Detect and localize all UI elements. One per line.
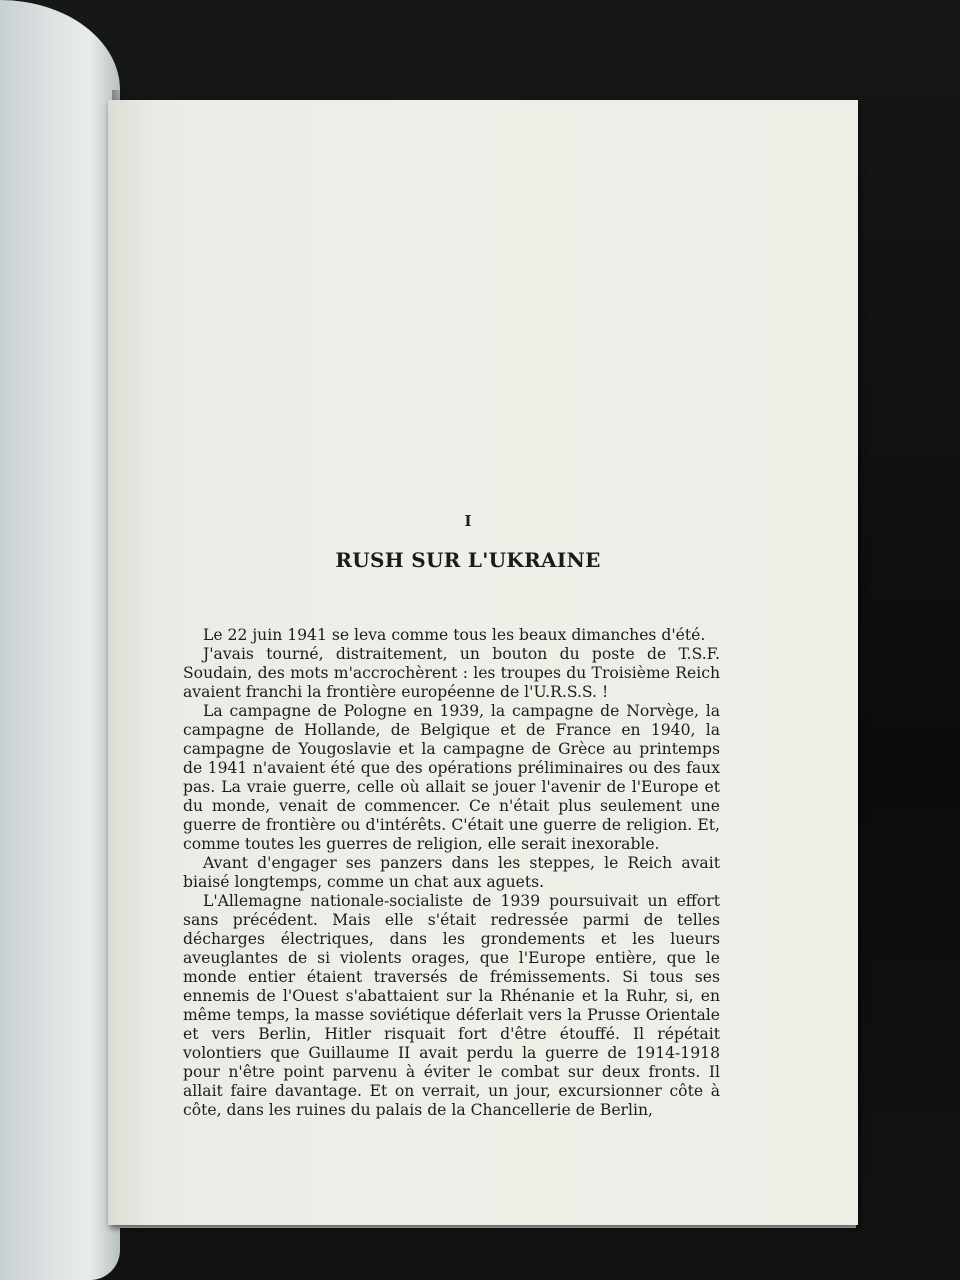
left-page xyxy=(0,0,120,1280)
book-page xyxy=(108,100,858,1225)
paragraph: J'avais tourné, distraitement, un bouton du poste de T.S.F. Soudain, des mots m'accrochèrent : les troupes du Troisième Reich avaient franchi la frontière européenne de l'U.R.S.S. ! xyxy=(183,645,720,701)
paragraph: Avant d'engager ses panzers dans les steppes, le Reich avait biaisé longtemps, comme un chat aux aguets. xyxy=(183,854,720,891)
body-text xyxy=(183,626,720,1120)
paragraph: L'Allemagne nationale-socialiste de 1939 poursuivait un effort sans précédent. Mais elle s'était redressée parmi de telles décharges électriques, dans les grondements et les lueurs aveuglantes de si violents orages, que l'Europe entière, que le monde entier étaient traversés de frémissements. Si tous ses ennemis de l'Ouest s'abattaient sur la Rhénanie et la Ruhr, si, en même temps, la masse soviétique déferlait vers la Prusse Orientale et vers Berlin, Hitler risquait fort d'être étouffé. Il répétait volontiers que Guillaume II avait perdu la guerre de 1914-1918 pour n'être point parvenu à éviter le combat sur deux fronts. Il allait faire davantage. Et on verrait, un jour, excursionner côte à côte, dans les ruines du palais de la Chancellerie de Berlin, xyxy=(183,892,720,1119)
paragraph: Le 22 juin 1941 se leva comme tous les beaux dimanches d'été. xyxy=(203,626,706,644)
chapter-title: RUSH SUR L'UKRAINE xyxy=(335,548,601,572)
paragraph: La campagne de Pologne en 1939, la campagne de Norvège, la campagne de Hollande, de Belgique et de France en 1940, la campagne de Yougoslavie et la campagne de Grèce au printemps de 1941 n'avaient été que des opérations préliminaires ou des faux pas. La vraie guerre, celle où allait se jouer l'avenir de l'Europe et du monde, venait de commencer. Ce n'était plus seulement une guerre de frontière ou d'intérêts. C'était une guerre de religion. Et, comme toutes les guerres de religion, elle serait inexorable. xyxy=(183,702,720,853)
chapter-number: I xyxy=(464,512,472,530)
